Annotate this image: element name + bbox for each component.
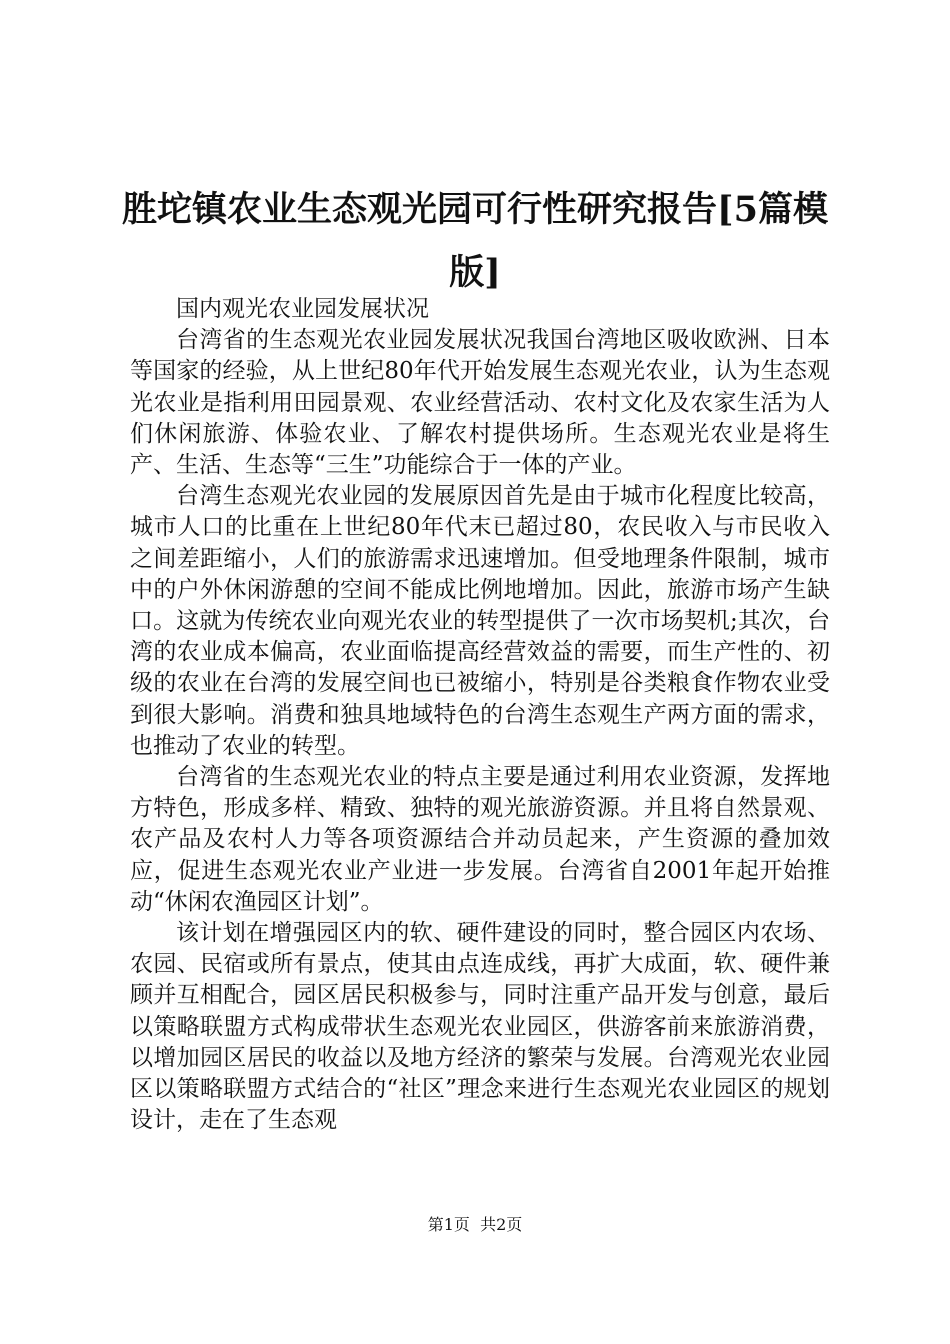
paragraph: 该计划在增强园区内的软、硬件建设的同时，整合园区内农场、农园、民宿或所有景点，使其由点连成线，再扩大成面，软、硬件兼顾并互相配合，园区居民积极参与，同时注重产品开发与创意，最后以策略联盟方式构成带状生态观光农业园区，供游客前来旅游消费，以增加园区居民的收益以及地方经济的繁荣与发展。台湾观光农业园区以策略联盟方式结合的“社区”理念来进行生态观光农业园区的规划设计，走在了生态观 (130, 920, 830, 1134)
page-number: 第1页 (427, 1215, 470, 1234)
section-heading: 国内观光农业园发展状况 (176, 296, 429, 322)
page-total: 共2页 (480, 1215, 523, 1234)
paragraph: 台湾生态观光农业园的发展原因首先是由于城市化程度比较高，城市人口的比重在上世纪80年代末已超过80，农民收入与市民收入之间差距缩小，人们的旅游需求迅速增加。但受地理条件限制，城市中的户外休闲游憩的空间不能成比例地增加。因此，旅游市场产生缺口。这就为传统农业向观光农业的转型提供了一次市场契机;其次，台湾的农业成本偏高，农业面临提高经营效益的需要，而生产性的、初级的农业在台湾的发展空间也已被缩小，特别是谷类粮食作物农业受到很大影响。消费和独具地域特色的台湾生态观生产两方面的需求，也推动了农业的转型。 (130, 483, 830, 759)
document-body (130, 294, 830, 1136)
paragraph: 台湾省的生态观光农业的特点主要是通过利用农业资源，发挥地方特色，形成多样、精致、独特的观光旅游资源。并且将自然景观、农产品及农村人力等各项资源结合并动员起来，产生资源的叠加效应，促进生态观光农业产业进一步发展。台湾省自2001年起开始推动“休闲农渔园区计划”。 (130, 764, 830, 915)
document-title: 胜坨镇农业生态观光园可行性研究报告[5篇模版] (122, 189, 828, 293)
page-footer (0, 1215, 950, 1235)
paragraph: 台湾省的生态观光农业园发展状况我国台湾地区吸收欧洲、日本等国家的经验，从上世纪80年代开始发展生态观光农业，认为生态观光农业是指利用田园景观、农业经营活动、农村文化及农家生活为人们休闲旅游、体验农业、了解农村提供场所。生态观光农业是将生产、生活、生态等“三生”功能综合于一体的产业。 (130, 327, 830, 479)
